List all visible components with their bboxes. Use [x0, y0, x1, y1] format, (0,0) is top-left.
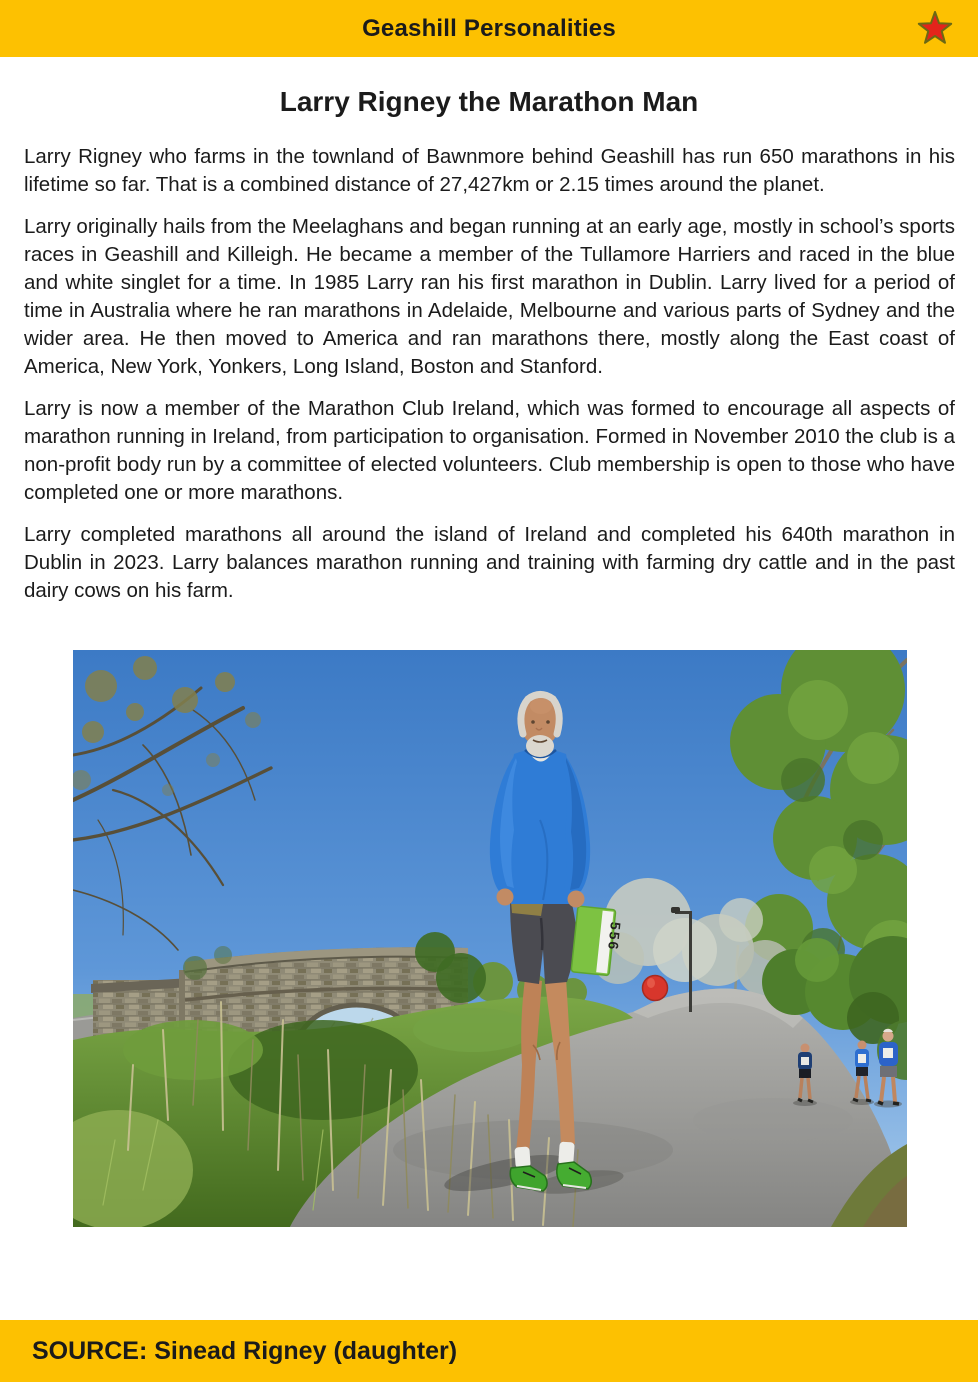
article-body [24, 143, 955, 619]
source-label: SOURCE: Sinead Rigney (daughter) [32, 1336, 458, 1365]
page-header [0, 0, 978, 57]
paragraph-4: Larry completed marathons all around the island of Ireland and completed his 640th marathon in Dublin in 2023. Larry balances marathon running and training with farming dry cattle and in the past dairy cows on his farm. [24, 523, 955, 602]
bib-number: 556 [605, 921, 624, 953]
page-footer [0, 1320, 978, 1382]
marathon-photo [73, 650, 907, 1227]
header-title: Geashill Personalities [362, 14, 616, 42]
photo-illustration [73, 650, 907, 1227]
paragraph-1: Larry Rigney who farms in the townland of Bawnmore behind Geashill has run 650 marathons in his lifetime so far. That is a combined distance of 27,427km or 2.15 times around the planet. [24, 145, 955, 196]
paragraph-2: Larry originally hails from the Meelaghans and began running at an early age, mostly in school’s sports races in Geashill and Killeigh. He became a member of the Tullamore Harriers and raced in the blue and white singlet for a time. In 1985 Larry ran his first marathon in Dublin. Larry lived for a period of time in Australia where he ran marathons in Adelaide, Melbourne and various parts of Sydney and the wider area. He then moved to America and ran marathons there, mostly along the East coast of America, New York, Yonkers, Long Island, Boston and Stanford. [24, 215, 955, 378]
page-title: Larry Rigney the Marathon Man [279, 86, 699, 117]
star-icon [916, 9, 954, 49]
red-balloon [643, 976, 668, 1001]
paragraph-3: Larry is now a member of the Marathon Club Ireland, which was formed to encourage all aspects of marathon running in Ireland, from participation to organisation. Formed in November 2010 the club is a non-profit body run by a committee of elected volunteers. Club membership is open to those who have completed one or more marathons. [24, 397, 955, 504]
